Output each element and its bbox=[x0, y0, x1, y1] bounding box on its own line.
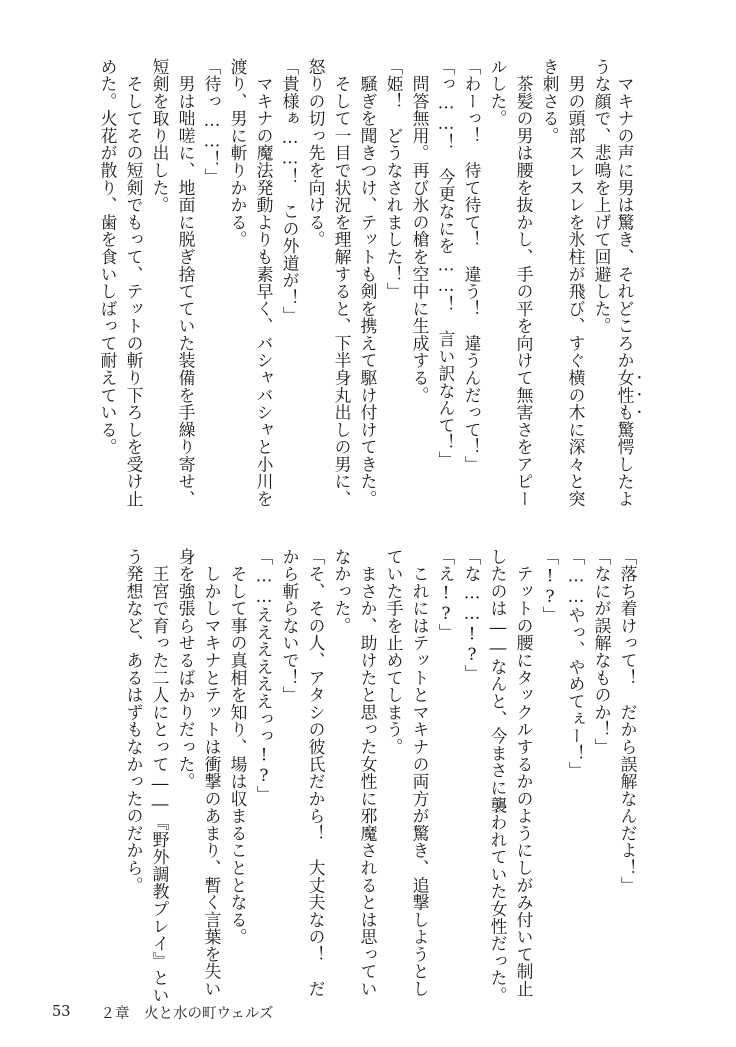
text-column: 「姫！ どうなされました！」 bbox=[384, 58, 404, 301]
text-column: そして一目で状況を理解すると、下半身丸出しの男に、 bbox=[332, 58, 352, 508]
text-column: ルした。 bbox=[488, 58, 508, 128]
text-column: う発想など、あるはずもなかったのだから。 bbox=[124, 548, 144, 894]
text-column: ていた手を止めてしまう。 bbox=[384, 548, 404, 756]
page-number: 53 bbox=[52, 1004, 71, 1020]
text-column: 王宮で育った二人にとって――『野外調教プレイ』とい bbox=[150, 548, 170, 1004]
text-column: これにはテットとマキナの両方が驚き、追撃しようとし bbox=[410, 548, 430, 998]
text-column: 茶髪の男は腰を抜かし、手の平を向けて無害さをアピー bbox=[514, 58, 534, 508]
text-segment: マキナの声に男は驚き、それどころか bbox=[615, 58, 635, 370]
text-column: 「……やっ、やめてぇー！」 bbox=[566, 548, 586, 780]
page-footer bbox=[52, 1000, 273, 1024]
text-column: 「落ち着けって！ だから誤解なんだよ！」 bbox=[618, 548, 638, 894]
text-column: 「な……!?」 bbox=[462, 548, 482, 682]
text-column: うな顔で、悲鳴を上げて回避した。 bbox=[592, 58, 612, 335]
text-column: マキナの魔法発動よりも素早く、バシャバシャと小川を bbox=[254, 58, 274, 508]
text-column: なかった。 bbox=[332, 548, 352, 635]
text-column: 「わーっ！ 待て待て！ 違う！ 違うんだって！」 bbox=[462, 58, 482, 473]
text-column: まさか、助けたと思った女性に邪魔されるとは思ってい bbox=[358, 548, 378, 998]
text-column: 身を強張らせるばかりだった。 bbox=[176, 548, 196, 791]
text-column: しかしマキナとテットは衝撃のあまり、暫く言葉を失い bbox=[202, 548, 222, 998]
text-column: 騒ぎを聞きつけ、テットも剣を携えて駆け付けてきた。 bbox=[358, 58, 378, 508]
text-column: そして事の真相を知り、場は収まることとなる。 bbox=[228, 548, 248, 946]
text-column: 問答無用。再び氷の槍を空中に生成する。 bbox=[410, 58, 430, 404]
text-column: 男の頭部スレスレを氷柱が飛び、すぐ横の木に深々と突 bbox=[566, 58, 586, 508]
emphasized-text: 女性も bbox=[615, 369, 635, 422]
text-column: 怒りの切っ先を向ける。 bbox=[306, 58, 326, 249]
chapter-title: ２章 火と水の町ウェルズ bbox=[100, 1005, 274, 1022]
text-column: 「え!?」 bbox=[436, 548, 456, 641]
text-column: 「……ええええええっっ!?」 bbox=[254, 548, 274, 803]
text-column: 「!?」 bbox=[540, 548, 560, 624]
text-column: したのは――なんと、今まさに襲われていた女性だった。 bbox=[488, 548, 508, 1004]
text-column: 「そ、その人、アタシの彼氏だから！ 大丈夫なの！ だ bbox=[306, 548, 326, 998]
text-column: 男は咄嗟に、地面に脱ぎ捨てていた装備を手繰り寄せ、 bbox=[176, 58, 196, 508]
text-column: 「待っ……！」 bbox=[202, 58, 222, 186]
text-column: めた。火花が散り、歯を食いしばって耐えている。 bbox=[98, 58, 118, 456]
text-column: 「貴様ぁ……！ この外道が！」 bbox=[280, 58, 300, 324]
text-column: テットの腰にタックルするかのようにしがみ付いて制止 bbox=[514, 548, 534, 998]
text-column: 「なにが誤解なものか！」 bbox=[592, 548, 612, 756]
text-segment: 驚愕したよ bbox=[615, 421, 635, 508]
text-column: き刺さる。 bbox=[540, 58, 560, 145]
text-column: 短剣を取り出した。 bbox=[150, 58, 170, 214]
text-column: から斬らないで！」 bbox=[280, 548, 300, 704]
text-column: 渡り、男に斬りかかる。 bbox=[228, 58, 248, 249]
text-column: 「っ……！ 今更なにを……！ 言い訳なんて！」 bbox=[436, 58, 456, 469]
text-column: そしてその短剣でもって、テットの斬り下ろしを受け止 bbox=[124, 58, 144, 508]
